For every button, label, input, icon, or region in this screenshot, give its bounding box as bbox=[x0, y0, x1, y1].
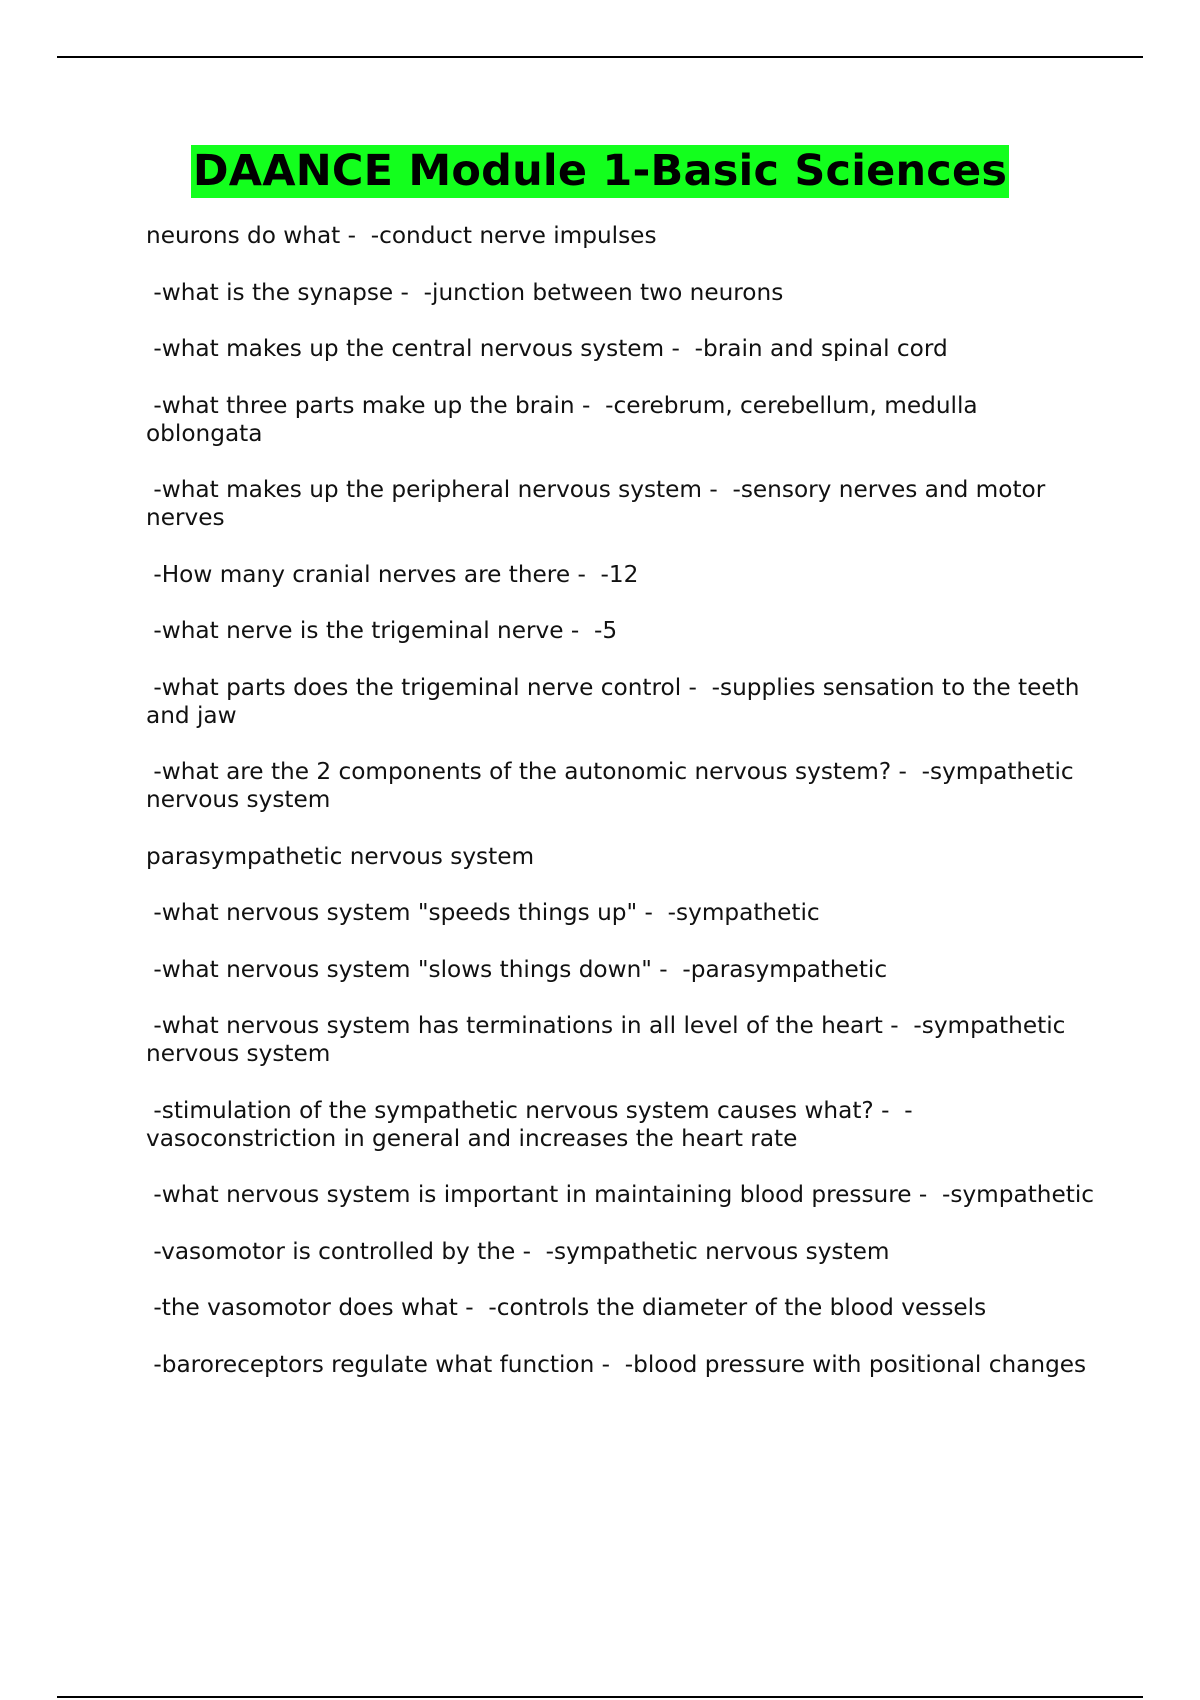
flashcard-entry: -what makes up the central nervous system - -brain and spinal cord bbox=[146, 335, 948, 362]
flashcard-entry: -what is the synapse - -junction between two neurons bbox=[146, 278, 784, 306]
flashcard-entry: -stimulation of the sympathetic nervous system causes what? - -vasoconstriction in general and increases the heart rate bbox=[146, 1096, 913, 1152]
flashcard-entry: -How many cranial nerves are there - -12 bbox=[146, 560, 639, 588]
header-rule bbox=[57, 56, 1143, 58]
flashcard-entry: -what nerve is the trigeminal nerve - -5 bbox=[146, 617, 618, 644]
flashcard-entry: -what are the 2 components of the autonomic nervous system? - -sympathetic nervous system bbox=[146, 758, 1082, 813]
flashcard-entry: neurons do what - -conduct nerve impulses bbox=[146, 222, 657, 249]
flashcard-entry: -what nervous system "slows things down" - -parasympathetic bbox=[146, 955, 888, 983]
footer-rule bbox=[57, 1696, 1143, 1698]
flashcard-entry: -what three parts make up the brain - -cerebrum, cerebellum, medulla oblongata bbox=[146, 391, 985, 447]
flashcard-entry: -the vasomotor does what - -controls the diameter of the blood vessels bbox=[146, 1294, 987, 1321]
title-container bbox=[0, 145, 1200, 198]
flashcard-entry: -what nervous system "speeds things up" - -sympathetic bbox=[146, 899, 820, 926]
document-title: DAANCE Module 1-Basic Sciences bbox=[192, 146, 1008, 196]
flashcard-entry: -what nervous system is important in maintaining blood pressure - -sympathetic bbox=[146, 1181, 1095, 1208]
flashcard-entry: -vasomotor is controlled by the - -sympathetic nervous system bbox=[146, 1237, 890, 1265]
flashcard-entry: -what parts does the trigeminal nerve control - -supplies sensation to the teeth and jaw bbox=[146, 673, 1087, 729]
flashcard-list bbox=[146, 222, 1096, 1407]
flashcard-entry: -what makes up the peripheral nervous system - -sensory nerves and motor nerves bbox=[146, 476, 1053, 531]
flashcard-entry: parasympathetic nervous system bbox=[146, 842, 535, 870]
flashcard-entry: -what nervous system has terminations in all level of the heart - -sympathetic nervous system bbox=[146, 1012, 1073, 1067]
flashcard-entry: -baroreceptors regulate what function - -blood pressure with positional changes bbox=[146, 1350, 1087, 1378]
